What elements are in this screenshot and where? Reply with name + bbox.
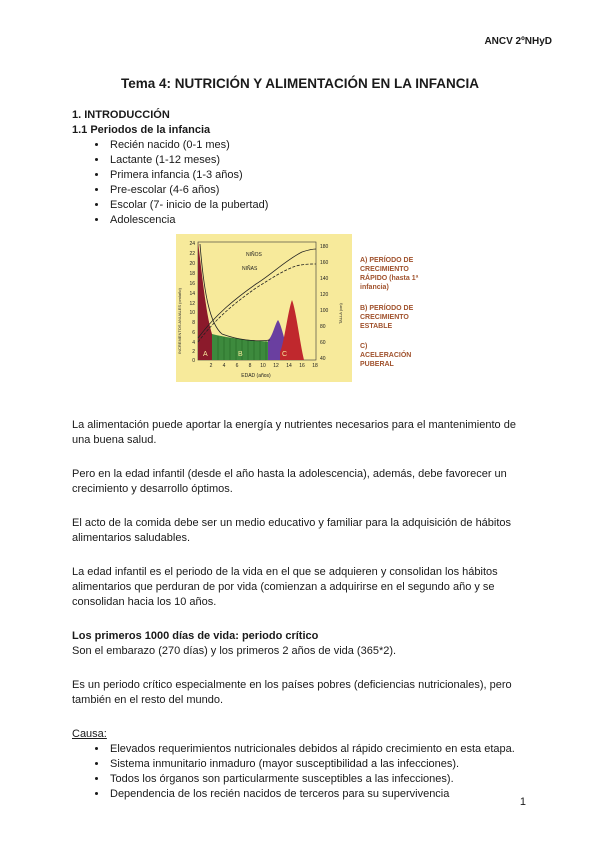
- list-item: • Sistema inmunitario inmaduro (mayor susceptibilidad a las infecciones).: [108, 757, 532, 772]
- list-item: • Escolar (7- inicio de la pubertad): [108, 198, 532, 213]
- growth-chart-image: [176, 234, 536, 382]
- tick-label: 80: [320, 324, 326, 330]
- tick-label: 18: [312, 363, 318, 369]
- tick-label: 4: [192, 340, 195, 346]
- document-body: [72, 108, 532, 802]
- list-item: • Elevados requerimientos nutricionales debidos al rápido crecimiento en esta etapa.: [108, 742, 532, 757]
- tick-label: 8: [192, 320, 195, 326]
- y-left-label: INCREMENTOS ANUALES (cm/año): [177, 288, 182, 354]
- tick-label: 8: [248, 363, 252, 369]
- tick-label: 10: [189, 310, 195, 316]
- tick-label: 40: [320, 356, 326, 362]
- legend-a-line: A) PERÍODO DE: [360, 257, 414, 264]
- legend-c-line: PUBERAL: [360, 361, 394, 368]
- list-item: • Lactante (1-12 meses): [108, 153, 532, 168]
- legend-b-line: B) PERÍODO DE: [360, 305, 414, 312]
- page-title: Tema 4: NUTRICIÓN Y ALIMENTACIÓN EN LA INFANCIA: [120, 76, 480, 91]
- tick-label: 6: [235, 363, 239, 369]
- legend-b-line: CRECIMIENTO: [360, 314, 409, 321]
- tick-label: 100: [320, 308, 329, 314]
- tick-label: 16: [189, 281, 195, 287]
- tick-label: 140: [320, 276, 329, 282]
- list-item: • Primera infancia (1-3 años): [108, 168, 532, 183]
- tick-label: 6: [192, 330, 195, 336]
- legend-c-line: C): [360, 343, 368, 350]
- y-right-label: TALLA (cm): [338, 303, 343, 324]
- subsection-heading: 1.1 Periodos de la infancia: [72, 124, 211, 136]
- curve-label-boys: NIÑOS: [246, 252, 262, 258]
- legend-a-line: CRECIMIENTO: [360, 266, 409, 273]
- periods-list: [72, 138, 532, 228]
- tick-label: 20: [189, 261, 195, 267]
- list-item: • Pre-escolar (4-6 años): [108, 183, 532, 198]
- list-item: • Recién nacido (0-1 mes): [108, 138, 532, 153]
- curve-label-girls: NIÑAS: [242, 266, 258, 272]
- x-label: EDAD (años): [241, 373, 271, 379]
- tick-label: 2: [192, 349, 195, 355]
- area-label-a: A: [203, 351, 208, 358]
- causes-label: Causa:: [72, 728, 107, 740]
- causes-list: [72, 742, 532, 802]
- tick-label: 160: [320, 260, 329, 266]
- page-number: 1: [519, 796, 526, 808]
- critical-line: Son el embarazo (270 días) y los primeros 2 años de vida (365*2).: [72, 645, 397, 657]
- tick-label: 12: [189, 301, 195, 307]
- header-tag: ANCV 2ºNHyD: [484, 36, 552, 47]
- tick-label: 12: [273, 363, 279, 369]
- list-item: • Dependencia de los recién nacidos de terceros para su supervivencia: [108, 787, 532, 802]
- tick-label: 14: [189, 291, 195, 297]
- section-heading: 1. INTRODUCCIÓN: [72, 109, 170, 121]
- legend-a-line: infancia): [360, 284, 389, 291]
- tick-label: 18: [189, 271, 195, 277]
- area-label-c: C: [282, 351, 288, 358]
- list-item: • Todos los órganos son particularmente susceptibles a las infecciones).: [108, 772, 532, 787]
- tick-label: 16: [299, 363, 305, 369]
- legend-c-line: ACELERACIÓN: [360, 352, 412, 359]
- paragraph: La edad infantil es el periodo de la vida en el que se adquieren y consolidan los hábitos alimentarios que perduran de por vida (comienzan a adquirirse en el segundo año y se consolidan hacia los 10 años.: [72, 566, 498, 608]
- area-label-b: B: [238, 351, 243, 358]
- legend-a-line: RÁPIDO (hasta 1ª: [360, 275, 419, 282]
- list-item: • Adolescencia: [108, 213, 532, 228]
- figure-legend: [360, 255, 419, 368]
- tick-label: 2: [209, 363, 213, 369]
- legend-b-line: ESTABLE: [360, 323, 393, 330]
- tick-label: 14: [286, 363, 292, 369]
- tick-label: 22: [189, 251, 195, 257]
- tick-label: 60: [320, 340, 326, 346]
- paragraph: Es un periodo crítico especialmente en los países pobres (deficiencias nutricionales), pero también en el resto del mundo.: [72, 679, 512, 706]
- tick-label: 180: [320, 244, 329, 250]
- tick-label: 120: [320, 292, 329, 298]
- critical-heading: Los primeros 1000 días de vida: periodo crítico: [72, 630, 319, 642]
- paragraph: El acto de la comida debe ser un medio educativo y familiar para la adquisición de hábitos alimentarios saludables.: [72, 517, 512, 544]
- tick-label: 0: [192, 358, 195, 364]
- growth-figure: [176, 234, 536, 382]
- tick-label: 24: [189, 241, 195, 247]
- paragraph: La alimentación puede aportar la energía y nutrientes necesarios para el mantenimiento de una buena salud.: [72, 419, 516, 446]
- tick-label: 4: [222, 363, 226, 369]
- paragraph: Pero en la edad infantil (desde el año hasta la adolescencia), además, debe favorecer un crecimiento y desarrollo óptimos.: [72, 468, 507, 495]
- tick-label: 10: [260, 363, 266, 369]
